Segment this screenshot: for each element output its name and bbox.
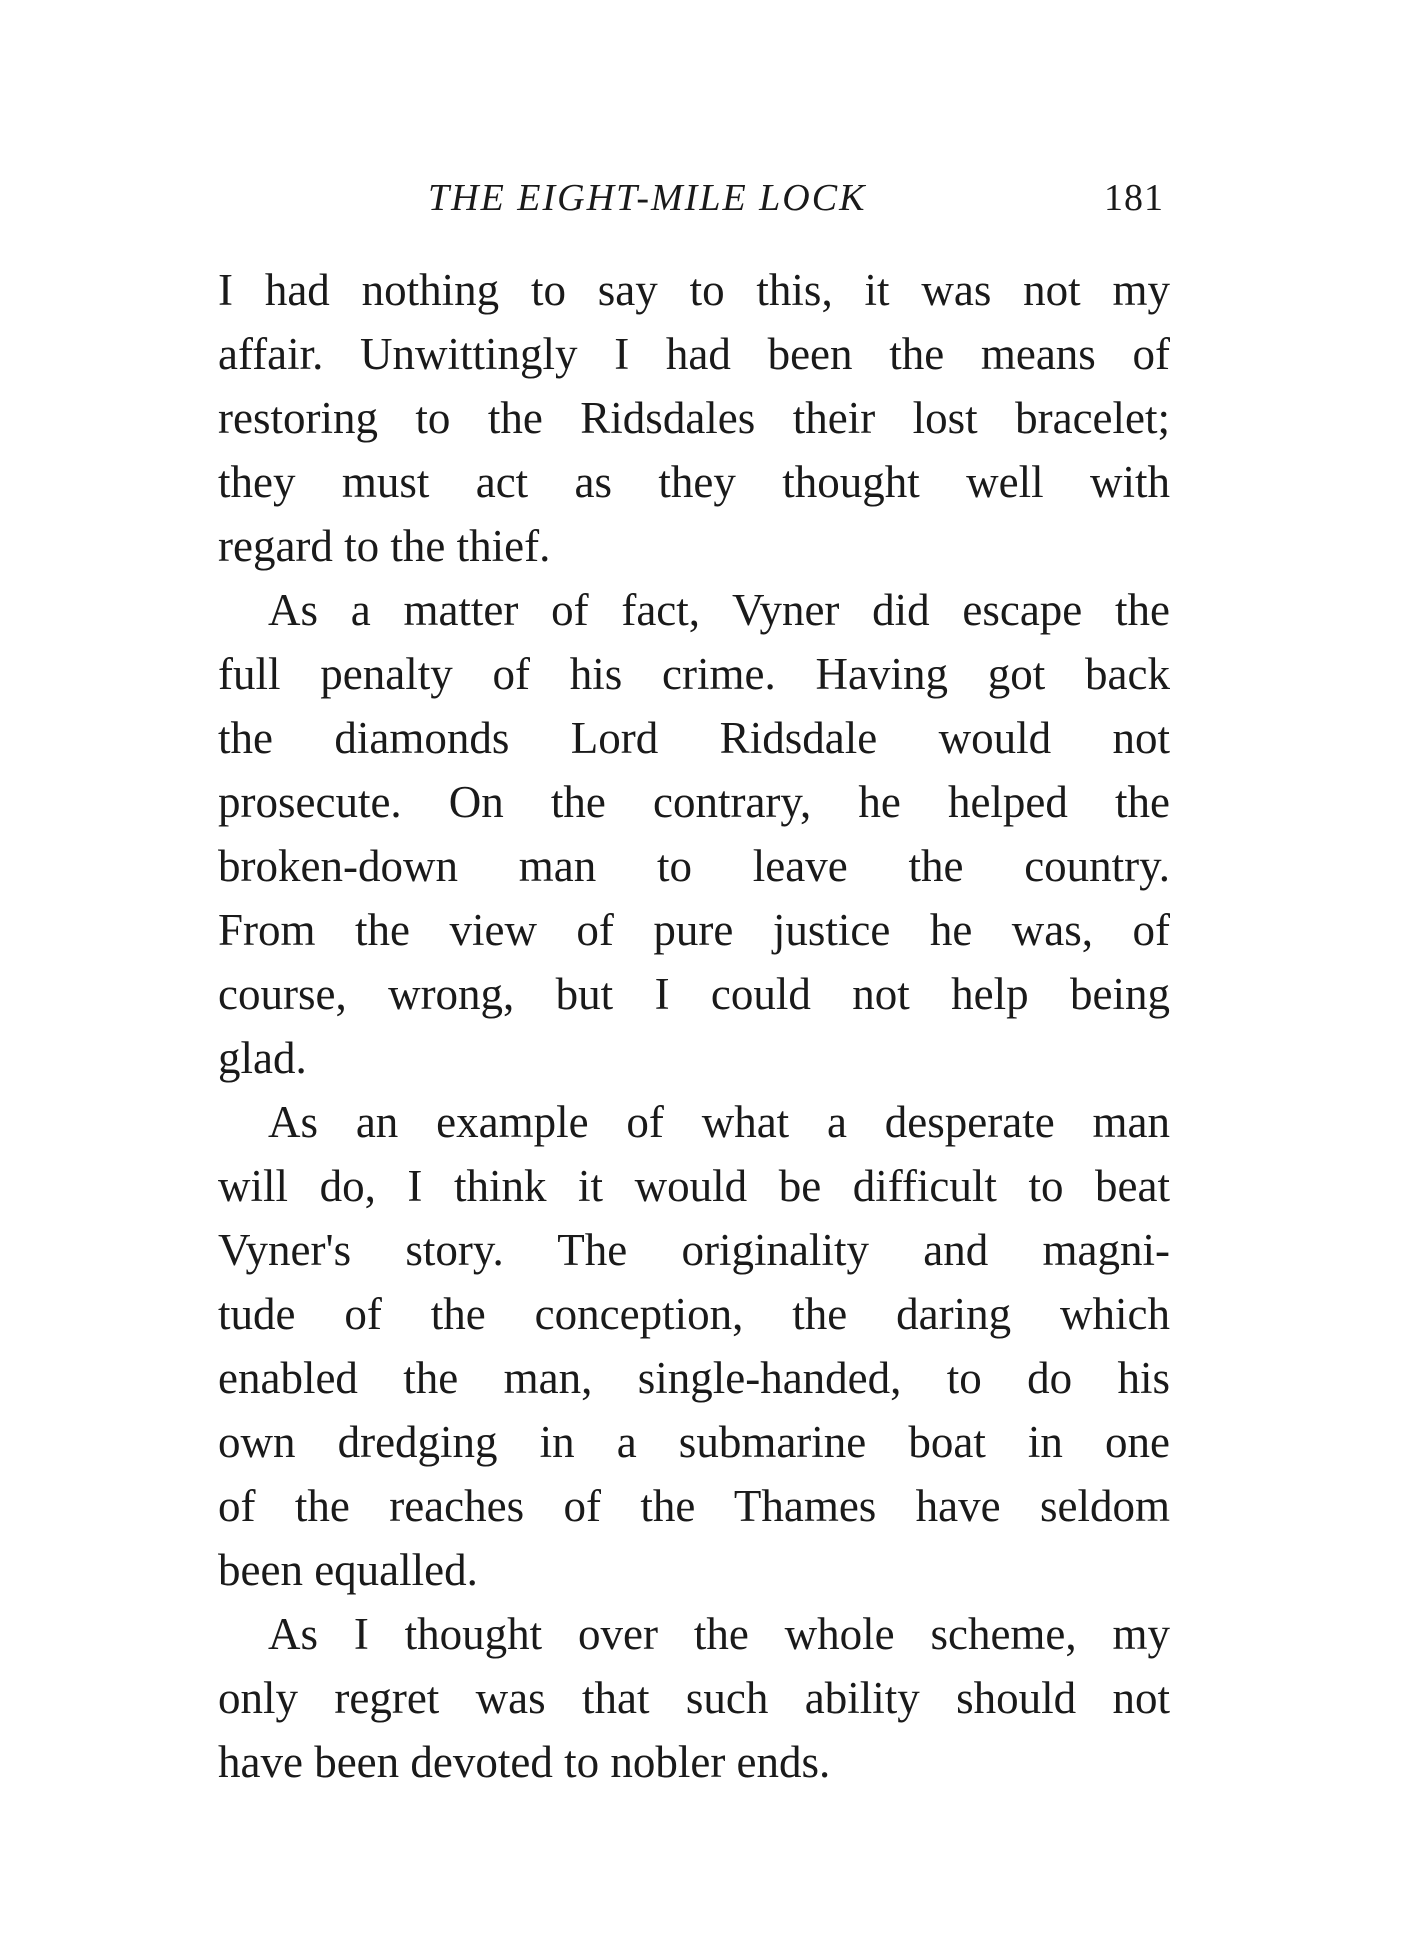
paragraph (218, 258, 1170, 578)
text-line: As an example of what a desperate man (268, 1097, 1170, 1147)
text-line: have been devoted to nobler ends. (218, 1737, 831, 1787)
text-line: tude of the conception, the daring which (218, 1289, 1170, 1339)
text-line: glad. (218, 1033, 307, 1083)
text-line: full penalty of his crime. Having got back (218, 649, 1170, 699)
text-line: broken-down man to leave the country. (218, 841, 1170, 891)
paragraph (218, 1602, 1170, 1794)
text-line: been equalled. (218, 1545, 478, 1595)
text-line: course, wrong, but I could not help being (218, 969, 1170, 1019)
text-line: enabled the man, single-handed, to do his (218, 1353, 1170, 1403)
text-line: own dredging in a submarine boat in one (218, 1417, 1170, 1467)
running-head (220, 168, 1170, 228)
text-line: affair. Unwittingly I had been the means of (218, 329, 1170, 379)
body-text (218, 258, 1170, 1794)
text-line: From the view of pure justice he was, of (218, 905, 1170, 955)
paragraph (218, 1090, 1170, 1602)
running-title: THE EIGHT-MILE LOCK (428, 177, 867, 219)
text-line: restoring to the Ridsdales their lost bracelet; (218, 393, 1170, 443)
text-line: they must act as they thought well with (218, 457, 1170, 507)
paragraph (218, 578, 1170, 1090)
text-line: regard to the thief. (218, 521, 551, 571)
text-line: will do, I think it would be difficult to beat (218, 1161, 1170, 1211)
text-line: I had nothing to say to this, it was not my (218, 265, 1170, 315)
text-line: Vyner's story. The originality and magni- (218, 1225, 1170, 1275)
text-line: the diamonds Lord Ridsdale would not (218, 713, 1170, 763)
page-number: 181 (1104, 177, 1164, 219)
text-line: of the reaches of the Thames have seldom (218, 1481, 1170, 1531)
text-line: only regret was that such ability should not (218, 1673, 1170, 1723)
text-line: As I thought over the whole scheme, my (268, 1609, 1170, 1659)
text-line: As a matter of fact, Vyner did escape the (268, 585, 1170, 635)
text-line: prosecute. On the contrary, he helped the (218, 777, 1170, 827)
